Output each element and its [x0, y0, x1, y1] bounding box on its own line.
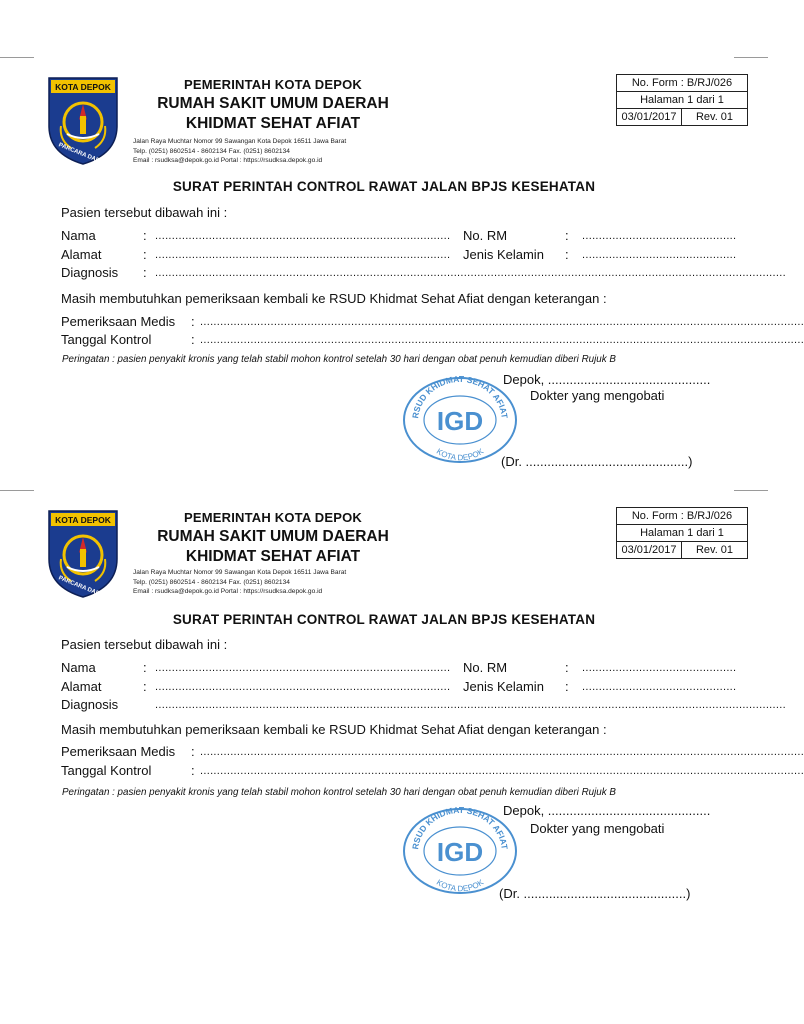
field-tanggal-kontrol[interactable]: ....................................................................................................................................................................................	[200, 765, 804, 777]
colon-nama: :	[143, 660, 147, 675]
form-page: Halaman 1 dari 1	[617, 92, 747, 109]
label-alamat: Alamat	[61, 679, 102, 694]
label-diagnosis: Diagnosis	[61, 697, 119, 712]
label-pemeriksaan-medis: Pemeriksaan Medis	[61, 744, 176, 759]
field-diagnosis[interactable]: ............................................................................................................................................................................................	[155, 699, 786, 711]
form-number: No. Form : B/RJ/026	[617, 75, 747, 92]
letter-title: SURAT PERINTAH CONTROL RAWAT JALAN BPJS KESEHATAN	[172, 612, 596, 627]
label-tanggal-kontrol: Tanggal Kontrol	[61, 332, 152, 347]
colon-tanggal: :	[191, 332, 195, 347]
field-alamat[interactable]: ........................................................................................	[155, 249, 451, 261]
control-letter-form-2	[0, 509, 804, 939]
hospital-email: Email : rsudksa@depok.go.id Portal : https://rsudksa.depok.go.id	[133, 588, 323, 595]
form-date-rev	[617, 109, 747, 125]
signature-place: Depok, .............................................	[503, 803, 711, 818]
label-no-rm: No. RM	[463, 228, 508, 243]
label-jenis-kelamin: Jenis Kelamin	[463, 247, 544, 262]
form-info-box	[616, 507, 748, 559]
hospital-name: RUMAH SAKIT UMUM DAERAH	[157, 528, 389, 545]
label-nama: Nama	[61, 228, 96, 243]
hospital-contact	[133, 568, 423, 597]
logo-bottom-text: PARCARA DARMA	[57, 575, 110, 601]
signature-role: Dokter yang mengobati	[530, 821, 665, 836]
colon-no-rm: :	[565, 228, 569, 243]
hospital-phone: Telp. (0251) 8602514 - 8602134 Fax. (0251) 8602134	[133, 147, 290, 155]
logo-bottom-text: PARCARA DARMA	[57, 142, 110, 168]
kota-depok-logo	[47, 76, 119, 166]
stamp-arc-bottom: KOTA DEPOK	[434, 877, 486, 894]
kota-depok-logo	[47, 509, 119, 599]
form-info-box	[616, 74, 748, 126]
field-jenis-kelamin[interactable]: ..............................................	[582, 249, 737, 261]
label-nama: Nama	[61, 660, 96, 675]
field-nama[interactable]: ........................................................................................	[155, 662, 451, 674]
igd-stamp	[400, 374, 520, 464]
crop-mark-top-left	[0, 57, 34, 58]
stamp-arc-top: RSUD KHIDMAT SEHAT AFIAT	[410, 805, 510, 851]
field-jenis-kelamin[interactable]: ..............................................	[582, 681, 737, 693]
stamp-center-text: IGD	[436, 406, 484, 436]
label-alamat: Alamat	[61, 247, 102, 262]
intro-text: Pasien tersebut dibawah ini :	[61, 205, 228, 220]
label-diagnosis: Diagnosis	[61, 265, 119, 280]
signature-name: (Dr. .............................................)	[501, 454, 693, 469]
control-letter-form-1	[0, 76, 804, 506]
warning-text: Peringatan : pasien penyakit kronis yang telah stabil mohon kontrol setelah 30 hari dengan obat penuh kemudian diberi Rujuk B	[62, 354, 616, 365]
hospital-motto: KHIDMAT SEHAT AFIAT	[185, 115, 361, 132]
form-date: 03/01/2017	[617, 109, 682, 125]
colon-pemeriksaan: :	[191, 314, 195, 329]
colon-alamat: :	[143, 679, 147, 694]
stamp-arc-top: RSUD KHIDMAT SEHAT AFIAT	[410, 374, 510, 420]
crop-mark-top-right	[734, 57, 768, 58]
signature-name: (Dr. .............................................)	[499, 886, 691, 901]
label-no-rm: No. RM	[463, 660, 508, 675]
colon-tanggal: :	[191, 763, 195, 778]
warning-text: Peringatan : pasien penyakit kronis yang telah stabil mohon kontrol setelah 30 hari dengan obat penuh kemudian diberi Rujuk B	[62, 787, 616, 798]
field-nama[interactable]: ........................................................................................	[155, 230, 451, 242]
logo-top-text: KOTA DEPOK	[55, 82, 111, 92]
intro-text: Pasien tersebut dibawah ini :	[61, 637, 228, 652]
statement-text: Masih membutuhkan pemeriksaan kembali ke RSUD Khidmat Sehat Afiat dengan keterangan :	[61, 291, 607, 306]
stamp-center-text: IGD	[436, 837, 484, 867]
field-tanggal-kontrol[interactable]: ....................................................................................................................................................................................	[200, 334, 804, 346]
colon-alamat: :	[143, 247, 147, 262]
hospital-address: Jalan Raya Muchtar Nomor 99 Sawangan Kota Depok 16511 Jawa Barat	[133, 569, 347, 576]
hospital-address: Jalan Raya Muchtar Nomor 99 Sawangan Kota Depok 16511 Jawa Barat	[133, 138, 347, 145]
form-revision: Rev. 01	[695, 111, 734, 123]
form-date-rev	[617, 542, 747, 558]
form-page: Halaman 1 dari 1	[617, 525, 747, 542]
field-no-rm[interactable]: ..............................................	[582, 230, 737, 242]
form-revision: Rev. 01	[695, 544, 734, 556]
signature-place: Depok, .............................................	[503, 372, 711, 387]
signature-role: Dokter yang mengobati	[530, 388, 665, 403]
label-tanggal-kontrol: Tanggal Kontrol	[61, 763, 152, 778]
hospital-contact	[133, 137, 423, 166]
form-date: 03/01/2017	[617, 542, 682, 558]
colon-diagnosis: :	[143, 265, 147, 280]
form-number: No. Form : B/RJ/026	[617, 508, 747, 525]
field-alamat[interactable]: ........................................................................................	[155, 681, 451, 693]
field-pemeriksaan-medis[interactable]: ....................................................................................................................................................................................	[200, 746, 804, 758]
colon-nama: :	[143, 228, 147, 243]
igd-stamp	[400, 805, 520, 895]
stamp-arc-bottom: KOTA DEPOK	[434, 446, 486, 463]
hospital-motto: KHIDMAT SEHAT AFIAT	[185, 548, 361, 565]
hospital-header	[128, 509, 418, 566]
field-diagnosis[interactable]: ............................................................................................................................................................................................	[155, 267, 786, 279]
label-pemeriksaan-medis: Pemeriksaan Medis	[61, 314, 176, 329]
letter-title: SURAT PERINTAH CONTROL RAWAT JALAN BPJS KESEHATAN	[172, 179, 596, 194]
hospital-header	[128, 76, 418, 133]
field-no-rm[interactable]: ..............................................	[582, 662, 737, 674]
statement-text: Masih membutuhkan pemeriksaan kembali ke RSUD Khidmat Sehat Afiat dengan keterangan :	[61, 722, 607, 737]
hospital-phone: Telp. (0251) 8602514 - 8602134 Fax. (0251) 8602134	[133, 578, 290, 586]
government-name: PEMERINTAH KOTA DEPOK	[183, 510, 363, 525]
colon-pemeriksaan: :	[191, 744, 195, 759]
label-jenis-kelamin: Jenis Kelamin	[463, 679, 544, 694]
field-pemeriksaan-medis[interactable]: ....................................................................................................................................................................................	[200, 316, 804, 328]
colon-no-rm: :	[565, 660, 569, 675]
logo-top-text: KOTA DEPOK	[55, 515, 111, 525]
hospital-name: RUMAH SAKIT UMUM DAERAH	[157, 95, 389, 112]
hospital-email: Email : rsudksa@depok.go.id Portal : https://rsudksa.depok.go.id	[133, 157, 323, 164]
colon-jenis-kelamin: :	[565, 679, 569, 694]
government-name: PEMERINTAH KOTA DEPOK	[183, 77, 363, 92]
colon-jenis-kelamin: :	[565, 247, 569, 262]
